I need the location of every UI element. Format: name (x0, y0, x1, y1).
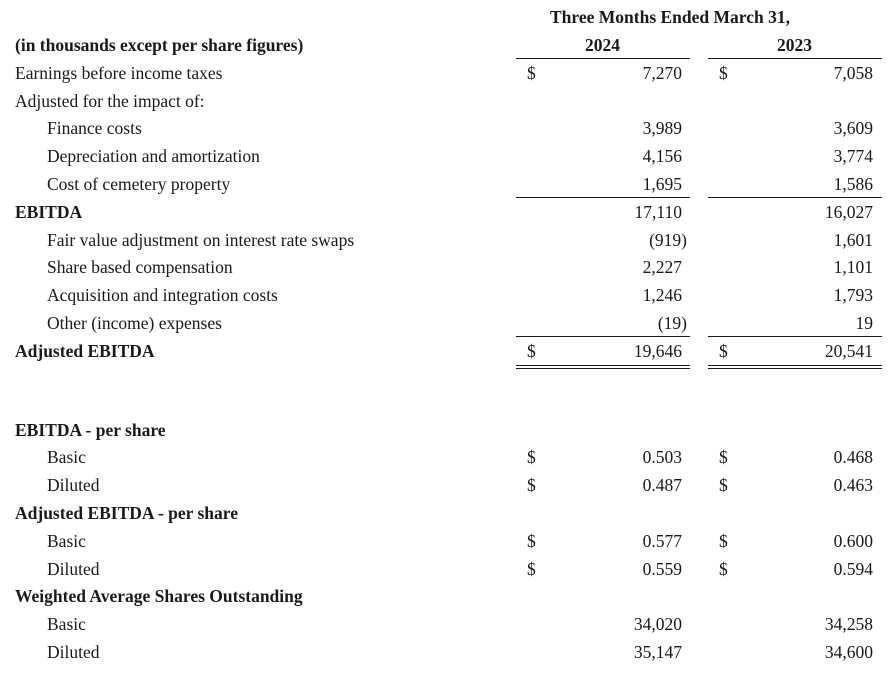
value-2024: (19) (657, 313, 687, 333)
value-2024: 0.503 (642, 447, 682, 467)
table-row-dep-amort (0, 142, 890, 170)
row-label: Earnings before income taxes (15, 63, 223, 83)
table-row-shares-basic (0, 610, 890, 638)
row-label: Cost of cemetery property (47, 174, 231, 194)
row-label: EBITDA (15, 202, 83, 222)
col1-year: 2024 (585, 35, 620, 55)
value-2023: 19 (855, 313, 873, 333)
value-2024: 4,156 (642, 146, 682, 166)
currency-symbol: $ (719, 559, 728, 579)
value-2024: 17,110 (634, 202, 682, 222)
currency-symbol: $ (527, 341, 536, 361)
value-2023: 0.468 (833, 447, 873, 467)
row-label: Adjusted EBITDA (15, 341, 155, 361)
table-row-ebitda (0, 198, 890, 226)
currency-symbol: $ (719, 63, 728, 83)
value-2023: 34,600 (824, 642, 873, 662)
value-2023: 20,541 (824, 341, 873, 361)
value-2024: 7,270 (642, 63, 682, 83)
row-label: Finance costs (47, 118, 142, 138)
table-row-cemetery (0, 170, 890, 198)
double-rule-2024 (516, 365, 690, 366)
currency-symbol: $ (527, 559, 536, 579)
currency-symbol: $ (719, 447, 728, 467)
value-2024: 2,227 (642, 257, 682, 277)
section-title-ebitda-per-share (0, 416, 890, 444)
double-rule-2023 (708, 365, 882, 366)
value-2024: 19,646 (633, 341, 682, 361)
value-2023: 1,793 (833, 285, 873, 305)
currency-symbol: $ (527, 63, 536, 83)
table-row-other (0, 309, 890, 337)
table-row-adjusted-for (0, 87, 890, 115)
value-2023: 34,258 (824, 614, 873, 634)
row-label: Basic (47, 447, 86, 467)
units-note: (in thousands except per share figures) (15, 35, 304, 55)
double-rule-2023 (708, 368, 882, 369)
table-row-share-comp (0, 253, 890, 281)
table-row-shares-diluted (0, 638, 890, 666)
row-label: Basic (47, 614, 86, 634)
row-label: Diluted (47, 475, 100, 495)
row-label: Acquisition and integration costs (47, 285, 278, 305)
value-2023: 1,586 (833, 174, 873, 194)
section-title-shares (0, 582, 890, 610)
value-2023: 1,101 (833, 257, 873, 277)
value-2023: 3,609 (833, 118, 873, 138)
table-row-adj-basic (0, 527, 890, 555)
row-label: Basic (47, 531, 86, 551)
col2-year: 2023 (777, 35, 812, 55)
value-2023: 0.600 (833, 531, 873, 551)
table-row-ebitda-diluted (0, 471, 890, 499)
currency-symbol: $ (527, 531, 536, 551)
value-2023: 0.594 (833, 559, 873, 579)
section-title-adj-per-share (0, 499, 890, 527)
value-2024: 1,695 (642, 174, 682, 194)
value-2024: 35,147 (633, 642, 682, 662)
value-2024: 0.577 (642, 531, 682, 551)
table-row-adj-ebitda (0, 337, 890, 365)
value-2023: 3,774 (833, 146, 873, 166)
value-2023: 0.463 (833, 475, 873, 495)
value-2023: 16,027 (824, 202, 873, 222)
currency-symbol: $ (527, 475, 536, 495)
section-title: EBITDA - per share (15, 420, 166, 440)
value-2023: 7,058 (833, 63, 873, 83)
row-label: Share based compensation (47, 257, 233, 277)
row-label: Diluted (47, 642, 100, 662)
table-row-fair-value (0, 226, 890, 254)
value-2024: 34,020 (633, 614, 682, 634)
section-title: Adjusted EBITDA - per share (15, 503, 238, 523)
table-row-adj-diluted (0, 555, 890, 583)
row-label: Other (income) expenses (47, 313, 222, 333)
currency-symbol: $ (719, 341, 728, 361)
value-2024: (919) (649, 230, 687, 250)
table-row-ebitda-basic (0, 443, 890, 471)
currency-symbol: $ (719, 475, 728, 495)
value-2023: 1,601 (833, 230, 873, 250)
value-2024: 0.559 (642, 559, 682, 579)
row-label: Depreciation and amortization (47, 146, 260, 166)
double-rule-2024 (516, 368, 690, 369)
value-2024: 1,246 (642, 285, 682, 305)
value-2024: 3,989 (642, 118, 682, 138)
row-label: Fair value adjustment on interest rate swaps (47, 230, 355, 250)
currency-symbol: $ (527, 447, 536, 467)
value-2024: 0.487 (642, 475, 682, 495)
row-label: Adjusted for the impact of: (15, 91, 205, 111)
table-row-ebt (0, 59, 890, 87)
currency-symbol: $ (719, 531, 728, 551)
table-row-acq-costs (0, 281, 890, 309)
row-label: Diluted (47, 559, 100, 579)
table-row-finance-costs (0, 114, 890, 142)
period-title: Three Months Ended March 31, (550, 7, 790, 27)
section-title: Weighted Average Shares Outstanding (15, 586, 303, 606)
